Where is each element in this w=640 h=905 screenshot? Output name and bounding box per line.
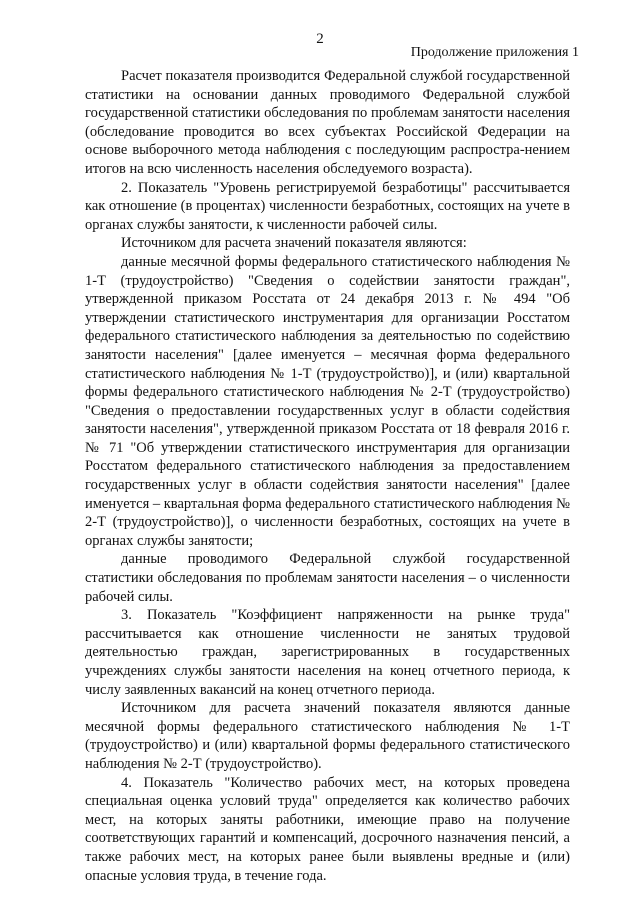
appendix-continuation-note: Продолжение приложения 1 — [410, 45, 579, 60]
paragraph-indicator-2: 2. Показатель "Уровень регистрируемой безработицы" рассчитывается как отношение (в процентах) численности безработных, состоящих на учете в органах службы занятости, к численности рабочей силы. — [85, 179, 570, 233]
page-number: 2 — [316, 31, 324, 47]
paragraph-source-forms: данные месячной формы федерального статистического наблюдения № 1-Т (трудоустройство) "Сведения о содействии занятости граждан", утвержденной приказом Росстата от 24 декабря 2013 г. № 494 "Об утверждении статистического инструментария для организации Росстатом федерального статистического наблюдения за деятельностью по содействию занятости населения" [далее именуется – месячная форма федерального статистического наблюдения № 1-Т (трудоустройство)], и (или) квартальной формы федерального статистического наблюдения № 2-Т (трудоустройство) "Сведения о предоставлении государственных услуг в области содействия занятости населения", утвержденной приказом Росстата от 18 февраля 2016 г. № 71 "Об утверждении статистического инструментария для организации Росстатом федерального статистического наблюдения за предоставлением государственных услуг в области содействия занятости населения" [далее именуется – квартальная форма федерального статистического наблюдения № 2-Т (трудоустройство)], о численности безработных, состоящих на учете в органах службы занятости; — [85, 253, 570, 549]
paragraph-indicator-3-sources: Источником для расчета значений показателя являются данные месячной формы федерального статистического наблюдения № 1-Т (трудоустройство) и (или) квартальной формы федерального статистического наблюдения № 2-Т (трудоустройство). — [85, 700, 570, 772]
paragraph-indicator-4: 4. Показатель "Количество рабочих мест, на которых проведена специальная оценка условий труда" определяется как количество рабочих мест, на которых заняты работники, имеющие право на получение соответствующих гарантий и компенсаций, досрочного назначения пенсий, а также рабочих мест, на которых ранее были выявлены вредные и (или) опасные условия труда, в течение года. — [85, 774, 570, 884]
document-body — [85, 67, 570, 885]
paragraph-calculation-method: Расчет показателя производится Федеральной службой государственной статистики на основании данных проводимого Федеральной службой государственной статистики обследования по проблемам занятости населения (обследование проводится во всех субъектах Российской Федерации на основе выборочного метода наблюдения с последующим распростра-нением итогов на всю численность населения обследуемого возраста). — [85, 68, 570, 177]
paragraph-source-survey: данные проводимого Федеральной службой государственной статистики обследования по проблемам занятости населения – о численности рабочей силы. — [85, 551, 570, 605]
paragraph-indicator-3: 3. Показатель "Коэффициент напряженности на рынке труда" рассчитывается как отношение численности не занятых трудовой деятельностью граждан, зарегистрированных в государственных учреждениях службы занятости населения на конец отчетного периода, к числу заявленных вакансий на конец отчетного периода. — [85, 607, 570, 698]
paragraph-sources-intro: Источником для расчета значений показателя являются: — [121, 235, 467, 252]
